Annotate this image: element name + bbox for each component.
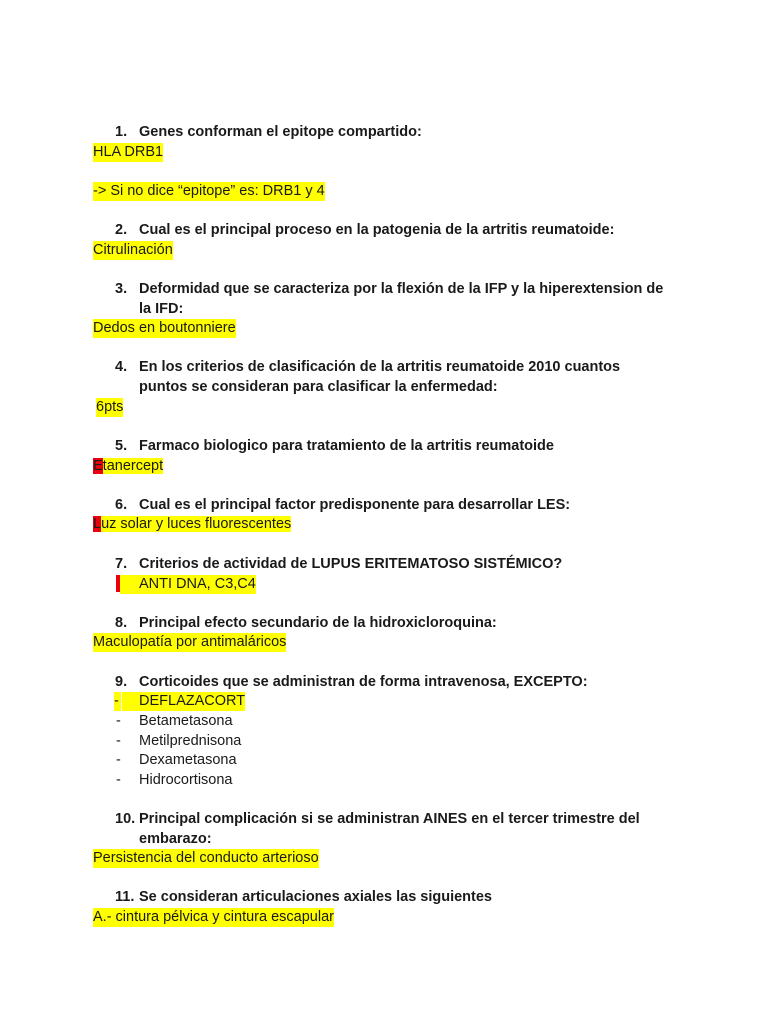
option-dash: -	[114, 693, 119, 709]
answer-highlight: Citrulinación	[93, 242, 173, 258]
option-correct: DEFLAZACORT	[122, 692, 245, 711]
question-text-cont: la IFD:	[139, 301, 184, 317]
option-dash: -	[116, 713, 121, 729]
answer-first-letter: E	[93, 458, 103, 474]
answer-highlight: A.- cintura pélvica y cintura escapular	[93, 909, 334, 925]
answer-highlight: 6pts	[96, 399, 124, 415]
option: Betametasona	[139, 713, 233, 729]
option-dash: -	[116, 752, 121, 768]
question-text: Deformidad que se caracteriza por la flexión de la IFP y la hiperextension de	[139, 281, 664, 297]
option-dash: -	[116, 772, 121, 788]
question-text: Cual es el principal proceso en la patogenia de la artritis reumatoide:	[139, 222, 615, 238]
answer-highlight: Dedos en boutonniere	[93, 320, 236, 336]
answer-highlight	[93, 515, 291, 534]
question-text: Se consideran articulaciones axiales las siguientes	[139, 889, 492, 905]
option: Hidrocortisona	[139, 772, 233, 788]
question-number: 3.	[115, 281, 128, 297]
question-text-cont: embarazo:	[139, 831, 212, 847]
option: Metilprednisona	[139, 733, 242, 749]
answer-first-letter: L	[93, 516, 102, 532]
question-number: 1.	[115, 124, 128, 140]
option: Dexametasona	[139, 752, 237, 768]
question-number: 4.	[115, 359, 128, 375]
answer-highlight: HLA DRB1	[93, 144, 164, 160]
question-text-cont: puntos se consideran para clasificar la enfermedad:	[139, 379, 498, 395]
answer-highlight: Persistencia del conducto arterioso	[93, 850, 319, 866]
answer-rest: uz solar y luces fluorescentes	[101, 516, 292, 532]
question-text: Criterios de actividad de LUPUS ERITEMATOSO SISTÉMICO?	[139, 556, 563, 572]
answer-highlight: ANTI DNA, C3,C4	[120, 575, 256, 594]
question-number: 11.	[115, 889, 135, 905]
option-dash: -	[116, 733, 121, 749]
answer-rest: tanercept	[102, 458, 164, 474]
question-text: Principal efecto secundario de la hidroxicloroquina:	[139, 615, 497, 631]
question-number: 2.	[115, 222, 128, 238]
question-text: En los criterios de clasificación de la artritis reumatoide 2010 cuantos	[139, 359, 621, 375]
question-number: 7.	[115, 556, 128, 572]
question-number: 5.	[115, 438, 128, 454]
answer-highlight: Maculopatía por antimaláricos	[93, 634, 287, 650]
question-number: 6.	[115, 497, 128, 513]
question-text: Farmaco biologico para tratamiento de la artritis reumatoide	[139, 438, 554, 454]
question-text: Principal complicación si se administran AINES en el tercer trimestre del	[139, 811, 640, 827]
question-number: 8.	[115, 615, 128, 631]
answer-highlight	[93, 457, 163, 476]
answer-note: -> Si no dice “epitope” es: DRB1 y 4	[93, 183, 325, 199]
question-text: Genes conforman el epitope compartido:	[139, 124, 422, 140]
question-number: 10.	[115, 811, 136, 827]
question-text: Corticoides que se administran de forma intravenosa, EXCEPTO:	[139, 674, 588, 690]
question-number: 9.	[115, 674, 128, 690]
question-text: Cual es el principal factor predisponente para desarrollar LES:	[139, 497, 571, 513]
